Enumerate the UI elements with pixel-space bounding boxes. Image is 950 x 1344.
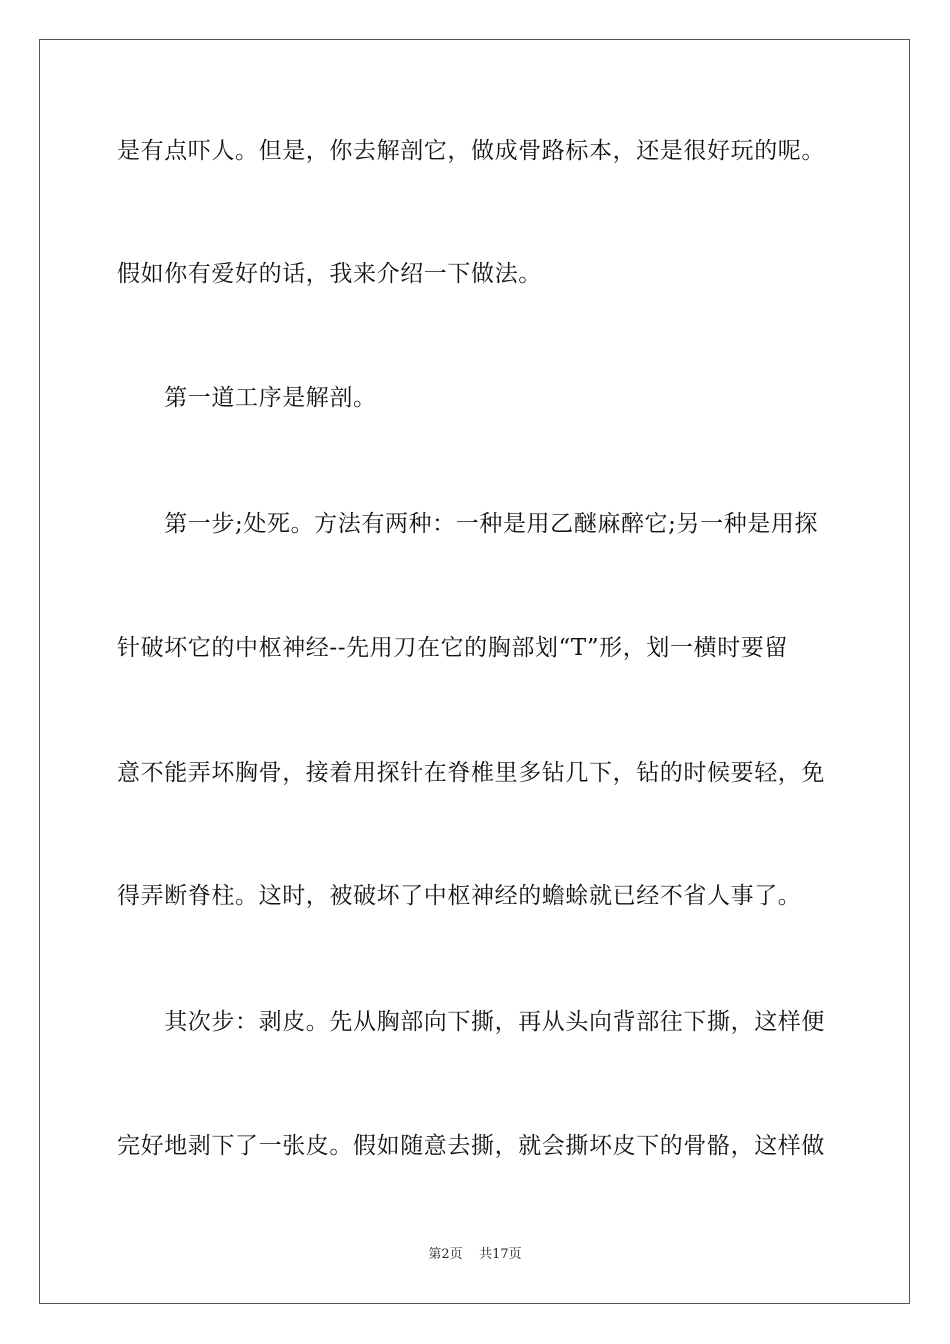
body-text-line: 其次步：剥皮。先从胸部向下撕，再从头向背部往下撕，这样便 [117, 1009, 825, 1035]
page-footer [0, 1246, 950, 1264]
page-number: 第2页 [428, 1247, 463, 1262]
body-text-line: 得弄断脊柱。这时，被破坏了中枢神经的蟾蜍就已经不省人事了。 [117, 883, 802, 909]
body-text-line: 完好地剥下了一张皮。假如随意去撕，就会撕坏皮下的骨骼，这样做 [117, 1133, 825, 1159]
body-text-line: 是有点吓人。但是，你去解剖它，做成骨路标本，还是很好玩的呢。 [117, 138, 825, 164]
body-text-line: 针破坏它的中枢神经--先用刀在它的胸部划“T”形，划一横时要留 [117, 635, 789, 661]
body-text-line: 第一步;处死。方法有两种：一种是用乙醚麻醉它;另一种是用探 [117, 511, 819, 537]
body-text-line: 第一道工序是解剖。 [117, 385, 377, 411]
body-text-line: 假如你有爱好的话，我来介绍一下做法。 [117, 261, 542, 287]
body-text-line: 意不能弄坏胸骨，接着用探针在脊椎里多钻几下，钻的时候要轻，免 [117, 760, 825, 786]
total-pages: 共17页 [479, 1247, 522, 1262]
page-border [39, 39, 910, 1304]
